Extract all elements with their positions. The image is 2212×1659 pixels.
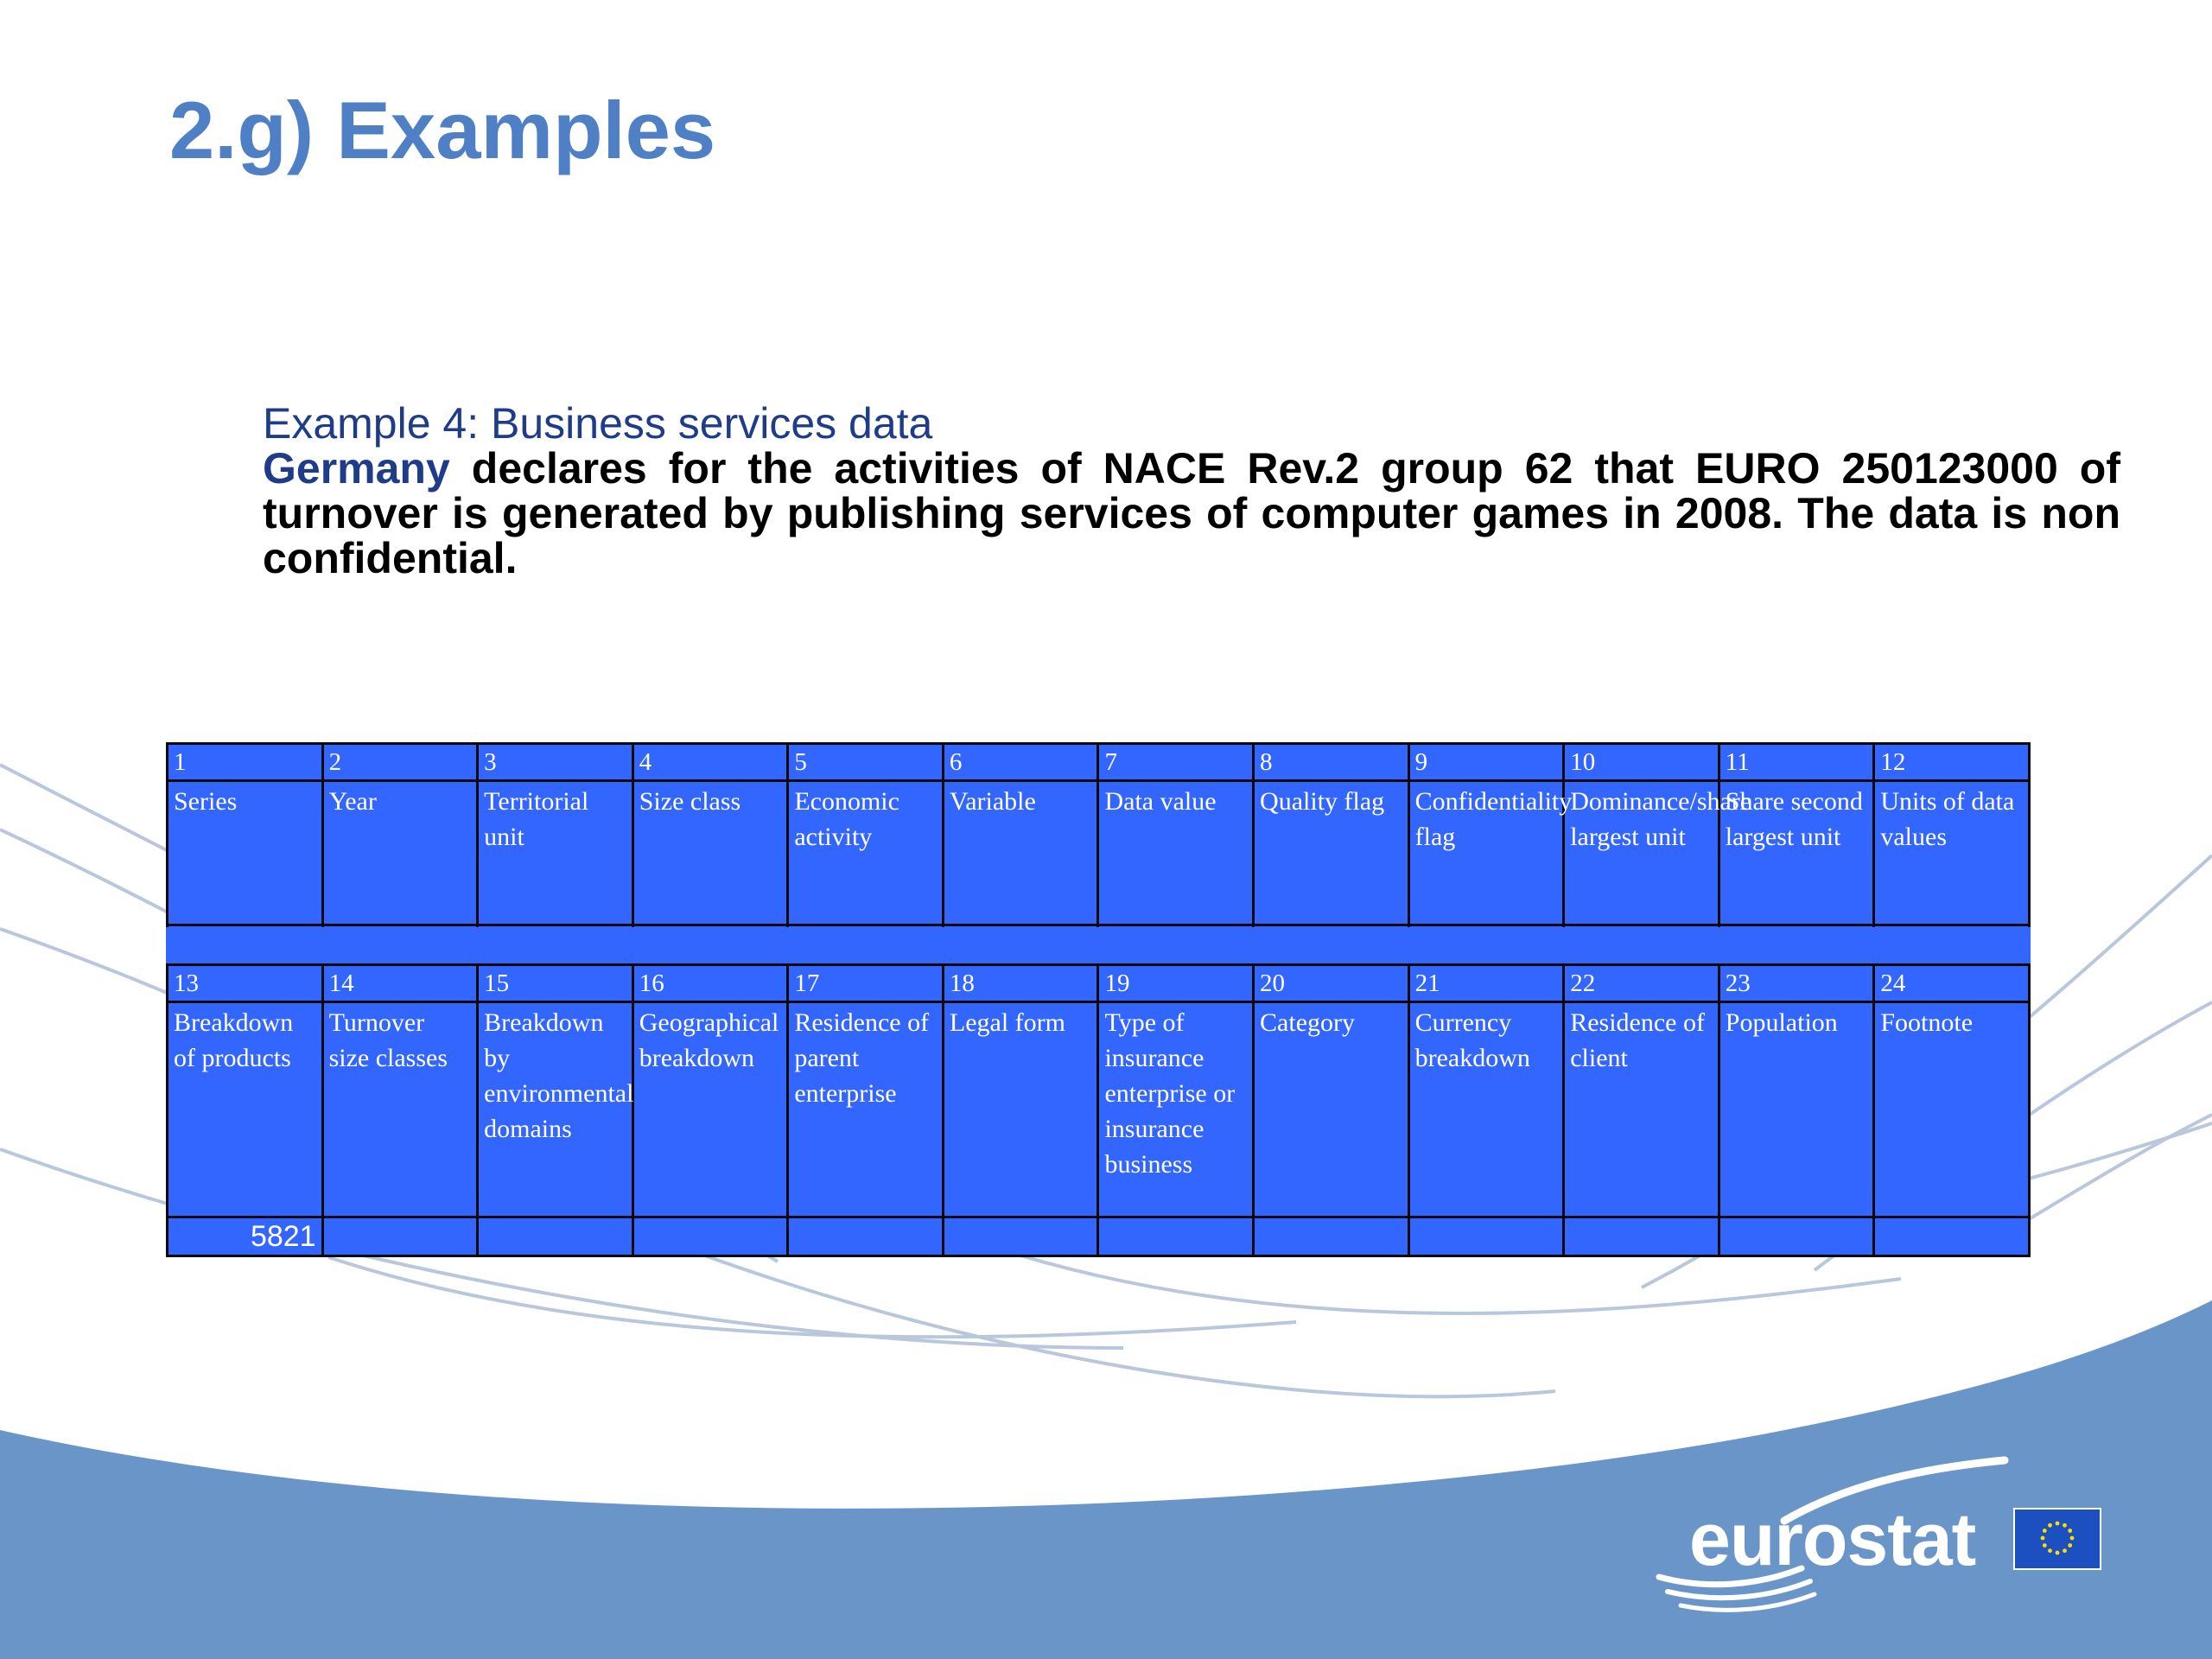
- column-number: 10: [1564, 744, 1719, 781]
- eurostat-logo-text: eurostat: [1689, 1498, 1976, 1581]
- column-number: 17: [788, 965, 944, 1002]
- table-row: [168, 1002, 2030, 1217]
- description-text: declares for the activities of NACE Rev.2 group 62 that EURO 250123000 of turnover is generated by publishing services of computer games in 2008. The data is non confidential.: [263, 444, 2120, 582]
- example-intro: [263, 401, 2120, 581]
- column-number: 7: [1098, 744, 1254, 781]
- column-number: 2: [322, 744, 478, 781]
- column-header: Turnover size classes: [322, 1002, 478, 1217]
- table-cell: [322, 1217, 478, 1256]
- column-header: Dominance/share largest unit: [1564, 781, 1719, 925]
- table-row: [168, 744, 2030, 781]
- column-header: Legal form: [943, 1002, 1098, 1217]
- column-number: 11: [1719, 744, 1874, 781]
- column-number: 1: [168, 744, 323, 781]
- column-number: 24: [1874, 965, 2030, 1002]
- column-number: 3: [478, 744, 633, 781]
- column-header: Residence of parent enterprise: [788, 1002, 944, 1217]
- column-header: Economic activity: [788, 781, 944, 925]
- table-cell: [788, 1217, 944, 1256]
- table-cell: [478, 1217, 633, 1256]
- column-header: Variable: [943, 781, 1098, 925]
- column-header: Data value: [1098, 781, 1254, 925]
- column-number: 19: [1098, 965, 1254, 1002]
- table-cell: [1254, 1217, 1409, 1256]
- column-header: Residence of client: [1564, 1002, 1719, 1217]
- column-number: 9: [1408, 744, 1564, 781]
- column-header: Currency breakdown: [1408, 1002, 1564, 1217]
- table-cell: 5821: [168, 1217, 323, 1256]
- column-number: 22: [1564, 965, 1719, 1002]
- eu-flag-icon: [2013, 1508, 2101, 1570]
- column-header: Year: [322, 781, 478, 925]
- column-number: 18: [943, 965, 1098, 1002]
- table-row: [168, 1217, 2030, 1256]
- column-header: Units of data values: [1874, 781, 2030, 925]
- table-cell: [1098, 1217, 1254, 1256]
- column-header: Territorial unit: [478, 781, 633, 925]
- column-number: 15: [478, 965, 633, 1002]
- table-cell: [632, 1217, 788, 1256]
- column-number: 12: [1874, 744, 2030, 781]
- table-row: [168, 781, 2030, 925]
- table-cell: [943, 1217, 1098, 1256]
- column-number: 14: [322, 965, 478, 1002]
- column-number: 6: [943, 744, 1098, 781]
- table-cell: [1719, 1217, 1874, 1256]
- column-number: 13: [168, 965, 323, 1002]
- column-header: Type of insurance enterprise or insurance business: [1098, 1002, 1254, 1217]
- column-header: Footnote: [1874, 1002, 2030, 1217]
- example-description: [263, 446, 2120, 581]
- table-row: [168, 965, 2030, 1002]
- column-header: Quality flag: [1254, 781, 1409, 925]
- variables-table-2: [166, 963, 2031, 1257]
- column-header: Share second largest unit: [1719, 781, 1874, 925]
- column-number: 23: [1719, 965, 1874, 1002]
- column-header: Series: [168, 781, 323, 925]
- column-header: Breakdown of products: [168, 1002, 323, 1217]
- column-number: 8: [1254, 744, 1409, 781]
- column-header: Confidentiality flag: [1408, 781, 1564, 925]
- table-separator-band: [166, 927, 2031, 967]
- column-header: Category: [1254, 1002, 1409, 1217]
- column-number: 16: [632, 965, 788, 1002]
- column-header: Geographical breakdown: [632, 1002, 788, 1217]
- example-subtitle: Example 4: Business services data: [263, 399, 933, 448]
- slide-title: 2.g) Examples: [169, 85, 716, 175]
- column-number: 5: [788, 744, 944, 781]
- table-cell: [1874, 1217, 2030, 1256]
- table-cell: [1408, 1217, 1564, 1256]
- table-cell: [1564, 1217, 1719, 1256]
- column-number: 20: [1254, 965, 1409, 1002]
- column-number: 21: [1408, 965, 1564, 1002]
- column-header: Size class: [632, 781, 788, 925]
- column-header: Population: [1719, 1002, 1874, 1217]
- column-number: 4: [632, 744, 788, 781]
- column-header: Breakdown by environmental domains: [478, 1002, 633, 1217]
- description-country: Germany: [263, 444, 450, 493]
